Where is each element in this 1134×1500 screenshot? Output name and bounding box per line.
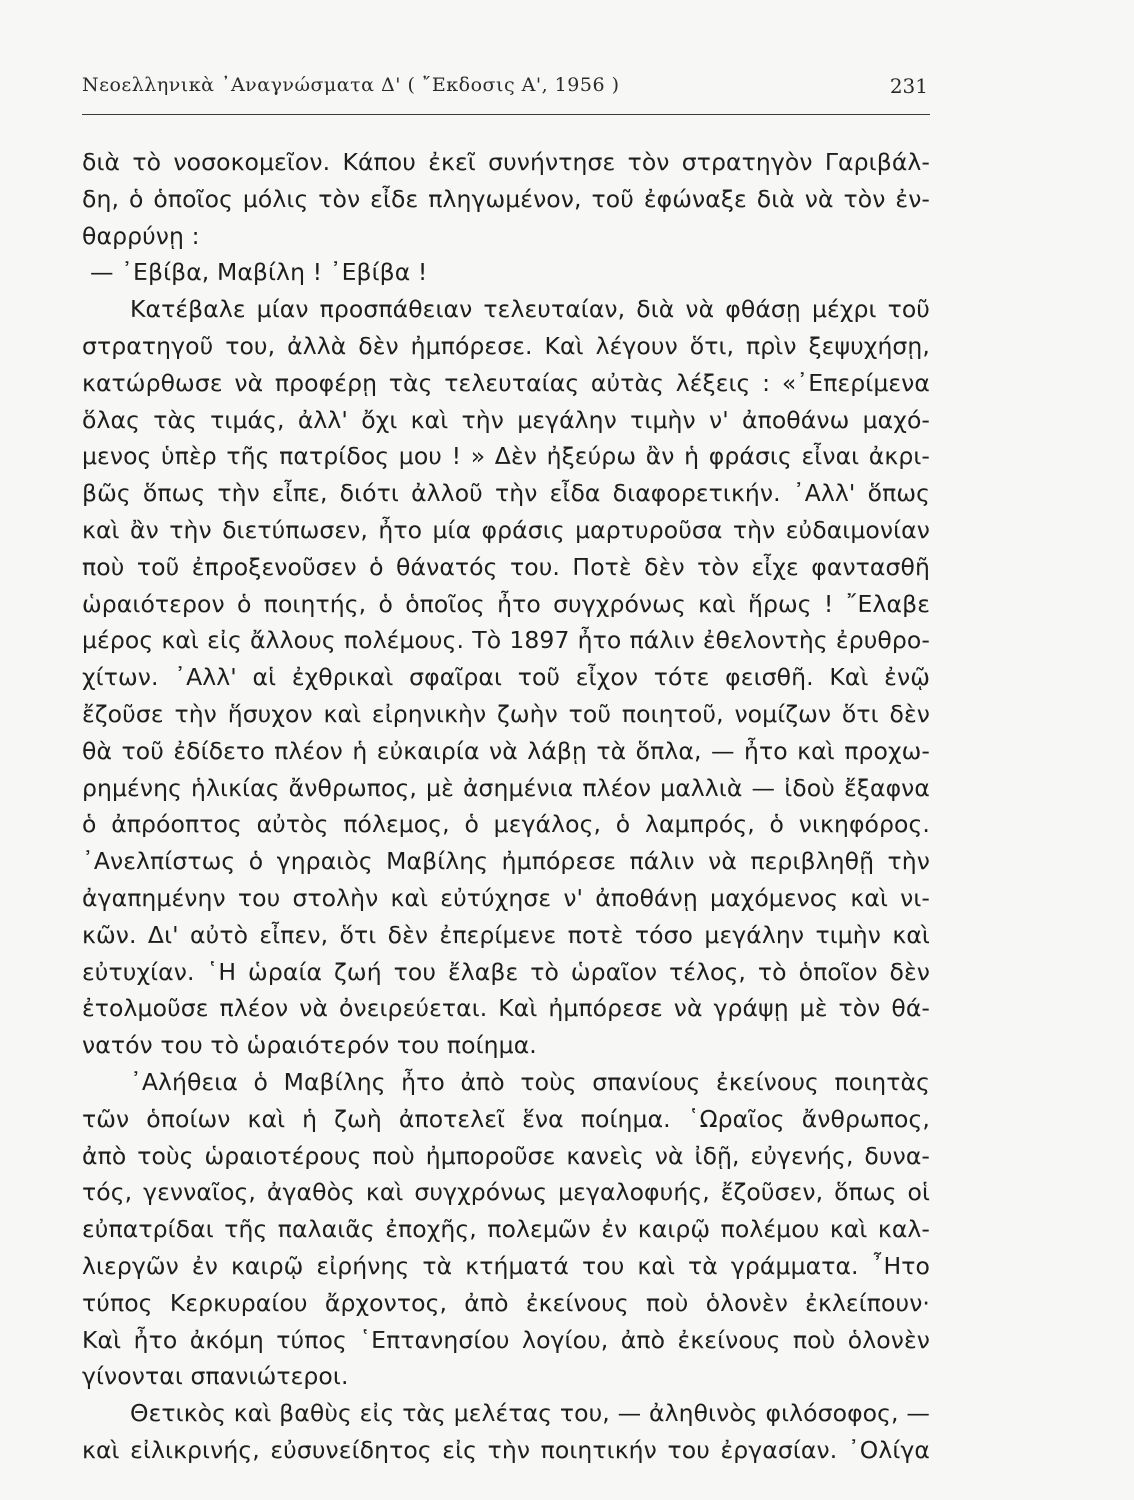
page-number: 231 [889, 74, 928, 98]
text-line: λιεργῶν ἐν καιρῷ εἰρήνης τὰ κτήματά του καὶ τὰ γράμματα. ῏Ητο [82, 1251, 930, 1280]
text-line: ᾿Αλήθεια ὁ Μαβίλης ἦτο ἀπὸ τοὺς σπανίους ἐκείνους ποιητὰς [130, 1067, 930, 1096]
text-line: εὐπατρίδαι τῆς παλαιᾶς ἐποχῆς, πολεμῶν ἐν καιρῷ πολέμου καὶ καλ- [82, 1215, 930, 1244]
text-line: Κατέβαλε μίαν προσπάθειαν τελευταίαν, διὰ νὰ φθάσῃ μέχρι τοῦ [130, 295, 930, 324]
text-line: μέρος καὶ εἰς ἄλλους πολέμους. Τὸ 1897 ἦτο πάλιν ἐθελοντὴς ἐρυθρο- [82, 626, 930, 655]
dialogue-line: — ᾿Εβίβα, Μαβίλη ! ᾿Εβίβα ! [90, 258, 428, 287]
text-line: μενος ὑπὲρ τῆς πατρίδος μου ! » Δὲν ἠξεύρω ἂν ἡ φράσις εἶναι ἀκρι- [82, 442, 930, 471]
text-line: κῶν. Δι' αὐτὸ εἶπεν, ὅτι δὲν ἐπερίμενε ποτὲ τόσο μεγάλην τιμὴν καὶ [82, 920, 930, 949]
text-line: Καὶ ἦτο ἀκόμη τύπος ῾Επτανησίου λογίου, ἀπὸ ἐκείνους ποὺ ὁλονὲν [82, 1325, 930, 1354]
text-line: ὡραιότερον ὁ ποιητής, ὁ ὁποῖος ἦτο συγχρόνως καὶ ἥρως ! ῎Ελαβε [82, 589, 930, 618]
text-line: στρατηγοῦ του, ἀλλὰ δὲν ἠμπόρεσε. Καὶ λέγουν ὅτι, πρὶν ξεψυχήσῃ, [82, 331, 930, 360]
header-rule [82, 114, 930, 115]
text-line: ὁ ἀπρόοπτος αὐτὸς πόλεμος, ὁ μεγάλος, ὁ λαμπρός, ὁ νικηφόρος. [82, 810, 930, 839]
text-line: καὶ εἰλικρινής, εὐσυνείδητος εἰς τὴν ποιητικήν του ἐργασίαν. ᾿Ολίγα [82, 1435, 930, 1464]
text-line: γίνονται σπανιώτεροι. [82, 1362, 349, 1391]
text-line: θαρρύνῃ : [82, 221, 200, 250]
text-line: ἀπὸ τοὺς ὡραιοτέρους ποὺ ἠμποροῦσε κανεὶς νὰ ἰδῇ, εὐγενής, δυνα- [82, 1141, 930, 1170]
text-line: ὅλας τὰς τιμάς, ἀλλ' ὄχι καὶ τὴν μεγάλην τιμὴν ν' ἀποθάνω μαχό- [82, 405, 930, 434]
text-line: καὶ ἂν τὴν διετύπωσεν, ἦτο μία φράσις μαρτυροῦσα τὴν εὐδαιμονίαν [82, 515, 930, 544]
text-line: ἐτολμοῦσε πλέον νὰ ὀνειρεύεται. Καὶ ἠμπόρεσε νὰ γράψῃ μὲ τὸν θά- [82, 994, 930, 1023]
text-line: εὐτυχίαν. ῾Η ὡραία ζωή του ἔλαβε τὸ ὡραῖον τέλος, τὸ ὁποῖον δὲν [82, 957, 930, 986]
running-header [82, 72, 930, 108]
text-line: ᾿Ανελπίστως ὁ γηραιὸς Μαβίλης ἠμπόρεσε πάλιν νὰ περιβληθῇ τὴν [82, 847, 930, 876]
text-line: διὰ τὸ νοσοκομεῖον. Κάπου ἐκεῖ συνήντησε τὸν στρατηγὸν Γαριβάλ- [82, 148, 930, 176]
text-line: νατόν του τὸ ὡραιότερόν του ποίημα. [82, 1031, 537, 1060]
text-line: τός, γενναῖος, ἀγαθὸς καὶ συγχρόνως μεγαλοφυής, ἔζοῦσεν, ὅπως οἱ [82, 1178, 930, 1207]
text-line: Θετικὸς καὶ βαθὺς εἰς τὰς μελέτας του, — ἀληθινὸς φιλόσοφος, — [130, 1399, 930, 1428]
running-title: Νεοελληνικὰ ᾿Αναγνώσματα Δ' ( ῎Εκδοσις Α', 1956 ) [82, 74, 620, 96]
text-line: ρημένης ἡλικίας ἄνθρωπος, μὲ ἀσημένια πλέον μαλλιὰ — ἰδοὺ ἔξαφνα [82, 773, 930, 802]
text-line: ποὺ τοῦ ἐπροξενοῦσεν ὁ θάνατός του. Ποτὲ δὲν τὸν εἶχε φαντασθῆ [82, 552, 930, 581]
text-line: ἔζοῦσε τὴν ἥσυχον καὶ εἰρηνικὴν ζωὴν τοῦ ποιητοῦ, νομίζων ὅτι δὲν [82, 699, 930, 728]
text-line: τύπος Κερκυραίου ἄρχοντος, ἀπὸ ἐκείνους ποὺ ὁλονὲν ἐκλείπουν· [82, 1288, 930, 1317]
text-line: χίτων. ᾿Αλλ' αἱ ἐχθρικαὶ σφαῖραι τοῦ εἶχον τότε φεισθῆ. Καὶ ἐνῷ [82, 663, 930, 692]
text-line: θὰ τοῦ ἐδίδετο πλέον ἡ εὐκαιρία νὰ λάβῃ τὰ ὅπλα, — ἦτο καὶ προχω- [82, 736, 930, 765]
text-line: τῶν ὁποίων καὶ ἡ ζωὴ ἀποτελεῖ ἕνα ποίημα. ῾Ωραῖος ἄνθρωπος, [82, 1104, 930, 1133]
text-line: ἀγαπημένην του στολὴν καὶ εὐτύχησε ν' ἀποθάνῃ μαχόμενος καὶ νι- [82, 883, 930, 912]
text-line: βῶς ὅπως τὴν εἶπε, διότι ἀλλοῦ τὴν εἶδα διαφορετικήν. ᾿Αλλ' ὅπως [82, 479, 930, 508]
body-text [82, 144, 930, 1469]
text-line: δη, ὁ ὁποῖος μόλις τὸν εἶδε πληγωμένον, τοῦ ἐφώναξε διὰ νὰ τὸν ἐν- [82, 184, 930, 213]
text-line: κατώρθωσε νὰ προφέρῃ τὰς τελευταίας αὐτὰς λέξεις : «᾿Επερίμενα [82, 368, 930, 397]
